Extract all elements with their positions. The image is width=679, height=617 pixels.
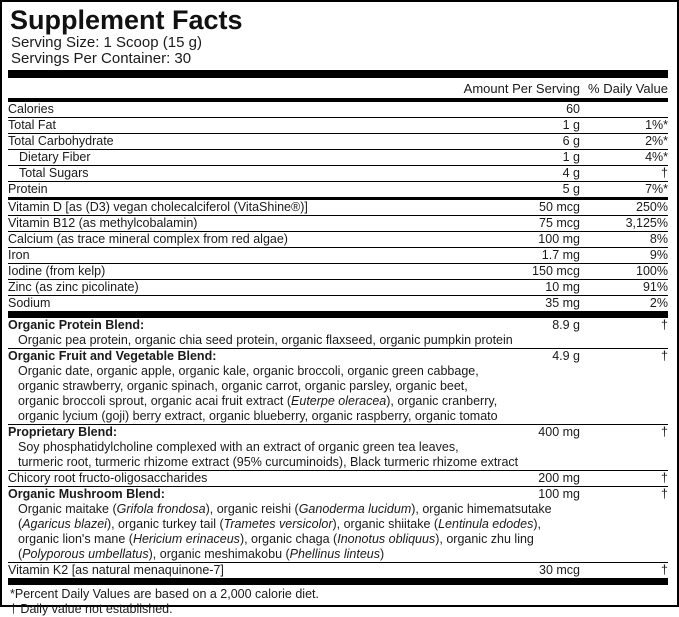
table-row <box>8 318 668 349</box>
row-name: Iron <box>8 248 30 262</box>
row-name: Dietary Fiber <box>19 150 91 164</box>
table-row <box>8 118 668 134</box>
supplement-facts-title: Supplement Facts <box>10 5 243 35</box>
row-amount: 35 mg <box>545 296 580 310</box>
row-daily-value: † <box>661 471 668 485</box>
ingredient-subline: (Agaricus blazei), organic turkey tail (Trametes versicolor), organic shiitake (Lentinula edodes), <box>18 517 541 531</box>
table-row <box>8 216 668 232</box>
row-amount: 4 g <box>562 166 580 180</box>
table-row <box>8 248 668 264</box>
column-header-amount: Amount Per Serving <box>463 81 580 96</box>
row-amount: 100 mg <box>538 232 580 246</box>
nutrition-table <box>8 102 668 585</box>
row-amount: 4.9 g <box>552 349 580 363</box>
row-name: Sodium <box>8 296 51 310</box>
row-daily-value: † <box>661 166 668 180</box>
row-name: Proprietary Blend: <box>8 425 118 439</box>
row-amount: 30 mcg <box>539 563 580 577</box>
row-name: Calories <box>8 102 54 116</box>
row-daily-value: † <box>661 487 668 501</box>
row-name: Organic Fruit and Vegetable Blend: <box>8 349 217 363</box>
row-amount: 6 g <box>562 134 580 148</box>
table-header-row <box>8 78 668 98</box>
serving-size: Serving Size: 1 Scoop (15 g) <box>11 34 202 51</box>
row-amount: 100 mg <box>538 487 580 501</box>
ingredient-subline: Organic maitake (Grifola frondosa), organic reishi (Ganoderma lucidum), organic himematsutake <box>18 502 552 516</box>
row-amount: 8.9 g <box>552 318 580 332</box>
ingredient-subline: Soy phosphatidylcholine complexed with an extract of organic green tea leaves, <box>18 440 459 454</box>
row-name: Organic Protein Blend: <box>8 318 145 332</box>
column-header-daily-value: % Daily Value <box>588 81 668 96</box>
footnotes <box>8 585 668 617</box>
row-amount: 150 mcg <box>532 264 580 278</box>
row-amount: 10 mg <box>545 280 580 294</box>
row-name: Total Sugars <box>19 166 89 180</box>
row-daily-value: † <box>661 425 668 439</box>
row-name: Protein <box>8 182 48 196</box>
row-daily-value: 8% <box>649 232 668 246</box>
ingredient-subline: (Polyporous umbellatus), organic meshimakobu (Phellinus linteus) <box>18 547 385 561</box>
row-amount: 50 mcg <box>539 200 580 214</box>
row-name: Chicory root fructo-oligosaccharides <box>8 471 208 485</box>
row-amount: 400 mg <box>538 425 580 439</box>
table-row <box>8 425 668 471</box>
row-amount: 200 mg <box>538 471 580 485</box>
ingredient-subline: organic lion's mane (Hericium erinaceus), organic chaga (Inonotus obliquus), organic zhu ling <box>18 532 534 546</box>
row-daily-value: 7%* <box>645 182 668 196</box>
row-name: Total Fat <box>8 118 56 132</box>
row-daily-value: 250% <box>636 200 668 214</box>
row-daily-value: † <box>661 563 668 577</box>
row-daily-value: 100% <box>636 264 668 278</box>
row-amount: 1 g <box>562 150 580 164</box>
ingredient-subline: organic lycium (goji) berry extract, organic blueberry, organic raspberry, organic tomato <box>18 409 498 423</box>
row-name: Calcium (as trace mineral complex from red algae) <box>8 232 288 246</box>
servings-per-container: Servings Per Container: 30 <box>11 50 192 67</box>
ingredient-subline: organic strawberry, organic spinach, organic carrot, organic parsley, organic beet, <box>18 379 468 393</box>
row-daily-value: † <box>661 349 668 363</box>
row-daily-value: 3,125% <box>625 216 668 230</box>
ingredient-subline: organic broccoli sprout, organic acai fruit extract (Euterpe oleracea), organic cranberry, <box>18 394 498 408</box>
row-name: Organic Mushroom Blend: <box>8 487 165 501</box>
table-row <box>8 134 668 150</box>
row-amount: 60 <box>566 102 580 116</box>
row-daily-value: 2% <box>649 296 668 310</box>
row-name: Zinc (as zinc picolinate) <box>8 280 139 294</box>
row-daily-value: 2%* <box>645 134 668 148</box>
ingredient-subline: Organic date, organic apple, organic kale, organic broccoli, organic green cabbage, <box>18 364 479 378</box>
ingredient-subline: Organic pea protein, organic chia seed protein, organic flaxseed, organic pumpkin protein <box>18 333 513 347</box>
table-row <box>8 280 668 296</box>
row-daily-value: 9% <box>649 248 668 262</box>
row-daily-value: 91% <box>642 280 668 294</box>
row-name: Vitamin D [as (D3) vegan cholecalciferol (VitaShine®)] <box>8 200 308 214</box>
row-name: Total Carbohydrate <box>8 134 114 148</box>
header-spacer <box>8 79 460 98</box>
table-row <box>8 150 668 166</box>
row-amount: 1.7 mg <box>541 248 580 262</box>
table-row <box>8 200 668 216</box>
row-amount: 1 g <box>562 118 580 132</box>
row-daily-value: 1%* <box>645 118 668 132</box>
row-name: Vitamin B12 (as methylcobalamin) <box>8 216 198 230</box>
table-row <box>8 296 668 318</box>
row-daily-value <box>580 102 668 117</box>
table-row <box>8 471 668 487</box>
table-row <box>8 349 668 425</box>
table-row <box>8 487 668 563</box>
footnote-daily-value: *Percent Daily Values are based on a 2,000 calorie diet. <box>10 587 319 601</box>
table-row <box>8 264 668 280</box>
row-daily-value: 4%* <box>645 150 668 164</box>
row-name: Vitamin K2 [as natural menaquinone-7] <box>8 563 224 577</box>
footnote-dagger: † Daily value not established. <box>10 602 173 616</box>
thick-separator <box>8 70 668 78</box>
table-row <box>8 182 668 200</box>
table-row <box>8 102 668 118</box>
table-row <box>8 232 668 248</box>
row-amount: 5 g <box>562 182 580 196</box>
table-row <box>8 166 668 182</box>
ingredient-subline: turmeric root, turmeric rhizome extract (95% curcuminoids), Black turmeric rhizome extract <box>18 455 519 469</box>
table-row <box>8 563 668 585</box>
row-daily-value: † <box>661 318 668 332</box>
row-name: Iodine (from kelp) <box>8 264 106 278</box>
row-amount: 75 mcg <box>539 216 580 230</box>
